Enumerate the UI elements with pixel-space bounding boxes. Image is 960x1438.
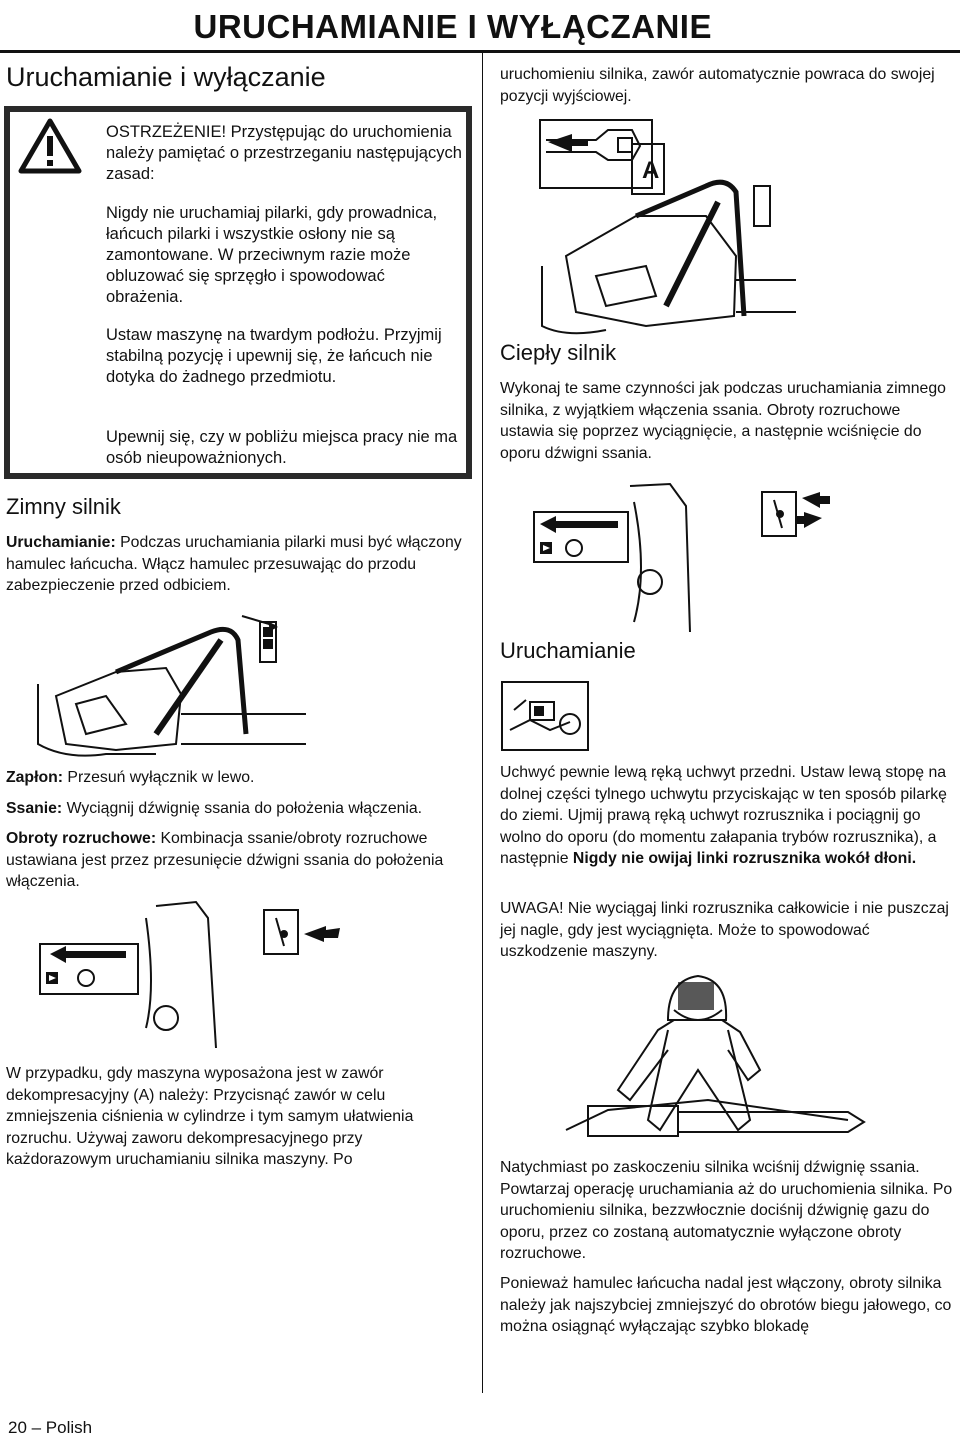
controls-figure-warm: [530, 482, 830, 632]
warm-engine-heading: Ciepły silnik: [500, 340, 617, 365]
idle-text: Kombinacja ssanie/obroty rozruchowe ustawiana jest przez przesunięcie dźwigni ssania do położenia włączenia.: [6, 830, 444, 891]
warning-heading: OSTRZEŻENIE! Przystępując do uruchomienia należy pamiętać o przestrzeganiu następujących zasad:: [106, 123, 462, 183]
page-footer: 20 – Polish: [8, 1418, 93, 1437]
operator-starting-figure: [548, 970, 868, 1160]
column-divider: [482, 53, 483, 1393]
decompression-valve-figure: [536, 116, 796, 338]
grip-bold: Nigdy nie owijaj linki rozrusznika wokół dłoni.: [572, 850, 917, 868]
warm-engine-paragraph: Wykonaj te same czynności jak podczas uruchamiania zimnego silnika, z wyjątkiem włączenia ssania. Obroty rozruchowe ustawia się poprzez wyciągnięcie, a następnie wciśnięcie do oporu dźwigni ssania.: [500, 380, 946, 462]
figure-label-a: A: [642, 157, 660, 184]
choke-paragraph: [6, 798, 468, 820]
controls-figure-cold: [36, 898, 356, 1048]
chain-brake-figure: [6, 604, 306, 760]
start-paragraph: [6, 532, 468, 597]
starting-pictogram: [500, 680, 590, 752]
idle-label: Obroty rozruchowe:: [6, 830, 157, 847]
ignition-label: Zapłon:: [6, 769, 64, 786]
continued-paragraph: uruchomieniu silnika, zawór automatycznie powraca do swojej pozycji wyjściowej.: [500, 66, 935, 105]
cold-engine-heading: Zimny silnik: [6, 494, 121, 519]
section-title: Uruchamianie i wyłączanie: [6, 62, 326, 92]
ignite-paragraph: Natychmiast po zaskoczeniu silnika wciśnij dźwignię ssania. Powtarzaj operację uruchamiania aż do uruchomienia silnika. Po uruchomieniu silnika, bezzwłocznie dociśnij dźwignię gazu do oporu, przez co zostaną automatycznie wyłączone obroty rozruchowe.: [500, 1159, 953, 1263]
warning-triangle-icon: [18, 118, 82, 174]
page-header-title: URUCHAMIANIE I WYŁĄCZANIE: [193, 8, 712, 45]
choke-label: Ssanie:: [6, 800, 63, 817]
note-paragraph: UWAGA! Nie wyciągaj linki rozrusznika całkowicie i nie puszczaj jej nagle, gdy jest wyciągnięta. Może to spowodować uszkodzenie maszyny.: [500, 900, 949, 961]
idle-paragraph: [6, 828, 468, 893]
start-text: Podczas uruchamiania pilarki musi być włączony hamulec łańcucha. Włącz hamulec przesuwając do przodu zabezpieczenie przed odbiciem.: [6, 534, 462, 595]
grip-text: Uchwyć pewnie lewą ręką uchwyt przedni. Ustaw lewą stopę na dolnej części tylnego uchwytu przyciskając w ten sposób pilarkę do ziemi. Ujmij prawą ręką uchwyt rozrusznika i pociągnij go wolno do oporu (do momentu załapania trybów rozrusznika), a następnie: [500, 764, 947, 868]
grip-paragraph: [500, 762, 954, 870]
ignition-text: Przesuń wyłącznik w lewo.: [63, 769, 255, 786]
decompression-paragraph: W przypadku, gdy maszyna wyposażona jest w zawór dekompresacyjny (A) należy: Przycisnąć zawór w celu zmniejszenia ciśnienia w cylindrze i tym samym ułatwienia rozruchu. Używaj zaworu dekompresacyjnego przy każdorazowym uruchamianiu silnika maszyny. Po: [6, 1065, 414, 1169]
ignition-paragraph: [6, 767, 468, 789]
warning-paragraph-3: Upewnij się, czy w pobliżu miejsca pracy nie ma osób nieupoważnionych.: [106, 428, 458, 467]
warning-paragraph-2: Ustaw maszynę na twardym podłożu. Przyjmij stabilną pozycję i upewnij się, że łańcuch nie dotyka do żadnego przedmiotu.: [106, 326, 442, 386]
brake-paragraph: Ponieważ hamulec łańcucha nadal jest włączony, obroty silnika należy jak najszybciej zmniejszyć do obrotów biegu jałowego, co można osiągnąć wyłączając szybko blokadę: [500, 1275, 952, 1336]
start-label: Uruchamianie:: [6, 534, 116, 551]
starting-heading: Uruchamianie: [500, 638, 636, 663]
header-rule: [0, 50, 960, 53]
warning-paragraph-1: Nigdy nie uruchamiaj pilarki, gdy prowadnica, łańcuch pilarki i wszystkie osłony nie są zamontowane. W przeciwnym razie może obluzować się sprzęgło i spowodować obrażenia.: [106, 204, 438, 306]
choke-text: Wyciągnij dźwignię ssania do położenia włączenia.: [62, 800, 423, 817]
